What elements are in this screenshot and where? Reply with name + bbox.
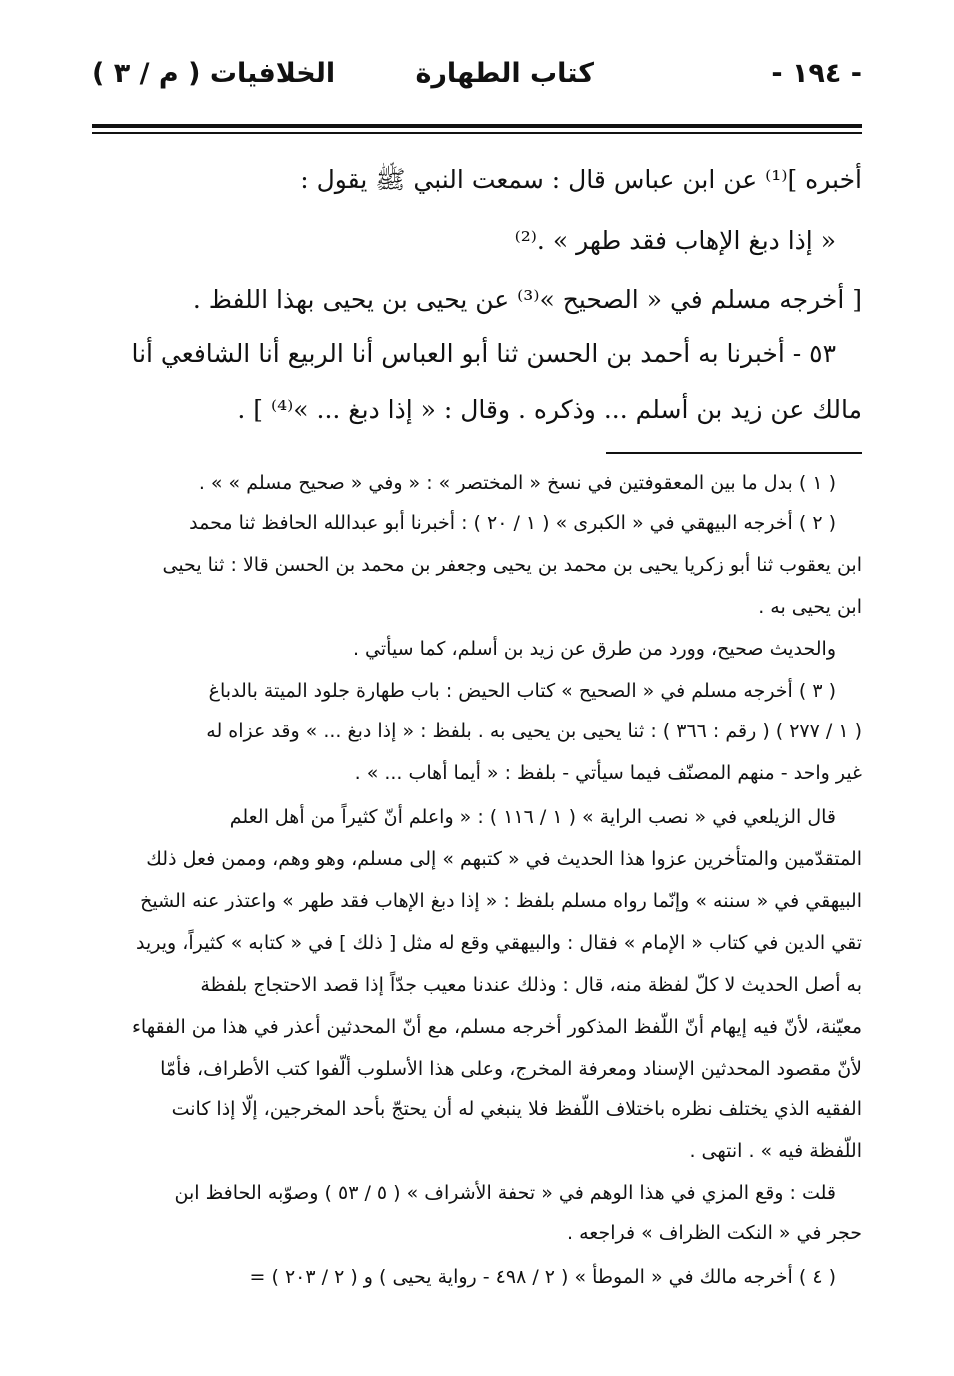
main-text-line: مالك عن زيد بن أسلم ... وذكره . وقال : « إذا دبغ ... »⁽⁴⁾ ] . <box>237 395 862 424</box>
footnote-line: المتقدّمين والمتأخرين عزوا هذا الحديث في « كتبهم » إلى مسلم، وهو وهم، وممن فعل ذلك <box>146 848 862 870</box>
footnote-line: قلت : وقع المزي في هذا الوهم في « تحفة الأشراف » ( ٥ / ٥٣ ) وصوّبه الحافظ ابن <box>174 1182 836 1204</box>
footnote-line: معيّنة، لأنّ فيه إيهام أنّ اللّفظ المذكور أخرجه مسلم، مع أنّ المحدثين أعذر في هذا من الفقهاء <box>131 1016 862 1038</box>
footnote-line: ( ١ ) بدل ما بين المعقوفتين في نسخ « المختصر » : « وفي « صحيح مسلم » » . <box>198 472 836 494</box>
footnote-line: الفقيه الذي يختلف نظره باختلاف اللّفظ فلا ينبغي له أن يحتجّ بأحد المخرجين، إلّا إذا كانت <box>171 1098 862 1120</box>
footnote-line: ابن يحيى به . <box>758 596 862 618</box>
footnote-line: ( ٢ ) أخرجه البيهقي في « الكبرى » ( ١ / ٢٠ ) : أخبرنا أبو عبدالله الحافظ ثنا محمد <box>189 512 836 534</box>
header-rule-thin <box>92 132 862 134</box>
main-text-line: أخبره ]⁽¹⁾ عن ابن عباس قال : سمعت النبي ﷺ يقول : <box>300 165 862 194</box>
book-title: كتاب الطهارة <box>415 58 594 89</box>
footnote-line: تقي الدين في كتاب « الإمام » فقال : والبيهقي وقع له مثل [ ذلك ] في « كتابه » كثيراً، ويريد <box>136 932 862 954</box>
section-title: الخلافيات ( م / ٣ ) <box>92 58 336 89</box>
footnote-line: البيهقي في « سننه » وإنّما رواه مسلم بلفظ : « إذا دبغ الإهاب فقد طهر » واعتذر عنه الشيخ <box>140 890 862 912</box>
footnote-line: غير واحد - منهم المصنّف فيما سيأتي - بلفظ : « أيما أهاب ... » . <box>354 762 862 784</box>
footnote-line: قال الزيلعي في « نصب الراية » ( ١ / ١١٦ ) : « واعلم أنّ كثيراً من أهل العلم <box>229 806 836 828</box>
footnote-line: اللّفظة فيه » . انتهى . <box>689 1140 862 1162</box>
footnote-separator <box>606 452 862 454</box>
footnote-line: ( ٤ ) أخرجه مالك في « الموطأ » ( ٢ / ٤٩٨ - رواية يحيى ) و ( ٢ / ٢٠٣ ) = <box>249 1266 836 1288</box>
page-number: - ١٩٤ - <box>771 58 862 89</box>
footnote-line: ابن يعقوب ثنا أبو زكريا يحيى بن محمد بن يحيى وجعفر بن محمد بن الحسن قالا : ثنا يحيى <box>162 554 862 576</box>
main-text-line: « إذا دبغ الإهاب فقد طهر » .⁽²⁾ <box>514 226 836 255</box>
main-text-line: [ أخرجه مسلم في « الصحيح »⁽³⁾ عن يحيى بن يحيى بهذا اللفظ . <box>192 285 862 314</box>
page-header <box>92 58 862 98</box>
footnote-line: لأنّ مقصود المحدثين الإسناد ومعرفة المخرج، وعلى هذا الأسلوب ألّفوا كتب الأطراف، فأمّا <box>160 1058 862 1080</box>
footnote-line: والحديث صحيح، وورد من طرق عن زيد بن أسلم، كما سيأتي . <box>352 638 836 660</box>
header-rule-thick <box>92 124 862 128</box>
footnote-line: حجر في « النكت الظراف » فراجعه . <box>567 1222 862 1244</box>
footnote-line: به أصل الحديث لا كلّ لفظة منه، قال : وذلك عندنا معيب جدّاً إذا قصد الاحتجاج بلفظة <box>200 974 862 996</box>
main-text-line: ٥٣ - أخبرنا به أحمد بن الحسن ثنا أبو العباس أنا الربيع أنا الشافعي أنا <box>131 339 836 368</box>
footnote-line: ( ١ / ٢٧٧ ) ( رقم : ٣٦٦ ) : ثنا يحيى بن يحيى به . بلفظ : « إذا دبغ ... » وقد عزاه له <box>206 720 862 742</box>
footnote-line: ( ٣ ) أخرجه مسلم في « الصحيح » كتاب الحيض : باب طهارة جلود الميتة بالدباغ <box>208 680 836 702</box>
